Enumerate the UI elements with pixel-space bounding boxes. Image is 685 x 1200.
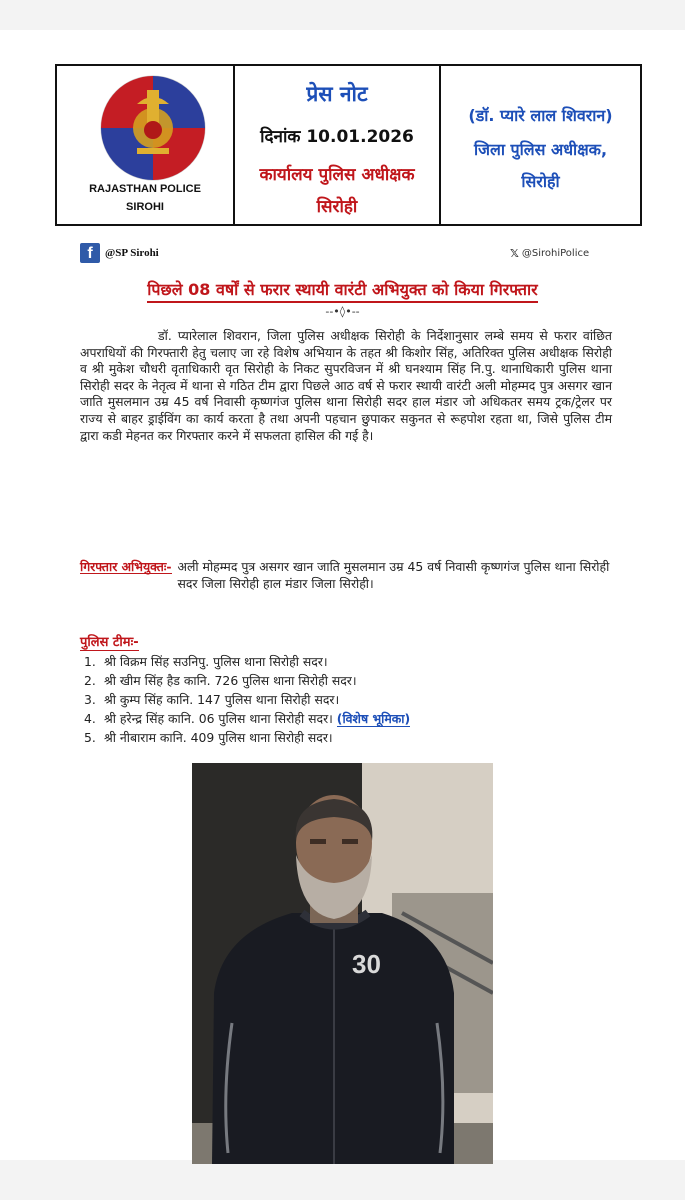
team-list [84,652,604,747]
jacket-print-icon: 30 [352,949,381,979]
press-note-page [0,30,685,1160]
list-item: 3. श्री कुम्प सिंह कानि. 147 पुलिस थाना सिरोही सदर। [84,692,340,707]
emblem-caption-district: SIROHI [126,201,164,213]
ornament-divider: --•◊•-- [325,305,360,318]
accused-text: अली मोहम्मद पुत्र असगर खान जाति मुसलमान उम्र 45 वर्ष निवासी कृष्णगंज पुलिस थाना सिरोही सदर जिला सिरोही हाल मंडार जिला सिरोही। [177,559,610,591]
list-item: 4. श्री हरेन्द्र सिंह कानि. 06 पुलिस थाना सिरोही सदर। (विशेष भूमिका) [84,711,411,726]
press-note-date: दिनांक 10.01.2026 [260,127,414,147]
x-logo-icon: 𝕏 [510,246,519,260]
facebook-handle-text: @SP Sirohi [105,247,159,259]
emblem-cell [57,66,235,224]
press-note-title: प्रेस नोट [306,82,368,106]
emblem-caption-state: RAJASTHAN POLICE [89,183,201,195]
sp-city: सिरोही [521,172,560,191]
accused-photo [192,763,493,1164]
sp-title: जिला पुलिस अधीक्षक, [473,140,608,159]
office-name: कार्यालय पुलिस अधीक्षक [259,165,415,185]
facebook-handle[interactable] [80,242,159,264]
x-handle-text: @SirohiPolice [521,247,590,259]
sp-cell [441,66,640,224]
office-city: सिरोही [316,197,358,217]
body-paragraph: डॉ. प्यारेलाल शिवरान, जिला पुलिस अधीक्षक सिरोही के निर्देशानुसार लम्बे समय से फरार वांछित अपराधियों की गिरफ्तारी हेतु चलाए जा रहे विशेष अभियान के तहत श्री किशोर सिंह, अतिरिक्त पुलिस अधीक्षक सिरोही व श्री मुकेश चौधरी वृताधिकारी वृत सिरोही के निकट सुपरविजन में श्री घनश्याम सिंह नि.पु. थानाधिकारी पुलिस थाना सिरोही सदर के नेतृत्व में थाना से गठित टीम द्वारा पिछले आठ वर्ष से फरार स्थायी वारंटी अली मोहम्मद पुत्र असगर खान जाति मुसलमान उम्र 45 वर्ष निवासी कृष्णगंज पुलिस थाना सिरोही सदर हाल मंडार जो अधिकतर समय ट्रक/ट्रेलर पर राज्य से बाहर ड्राईविंग का कार्य करता है तथा अपनी पहचान छुपाकर सकुनत से रूहपोश रहता था, जिसे पुलिस टीम द्वारा कडी मेहनत कर गिरफ्तार करने में सफलता हासिल की गई है। [80,328,612,443]
headline-text: पिछले 08 वर्षों से फरार स्थायी वारंटी अभियुक्त को किया गिरफ्तार [147,280,537,303]
x-handle[interactable] [510,242,589,264]
list-item: 5. श्री नीबाराम कानि. 409 पुलिस थाना सिरोही सदर। [84,730,333,745]
special-role-tag: (विशेष भूमिका) [336,711,411,726]
facebook-icon: f [80,243,100,263]
accused-photo-illustration [192,763,493,1164]
team-title: पुलिस टीमः- [80,632,139,651]
rajasthan-police-emblem-icon [97,70,209,182]
list-item: 2. श्री खीम सिंह हैड कानि. 726 पुलिस थाना सिरोही सदर। [84,673,357,688]
headline [0,278,685,300]
header-table [55,64,642,226]
list-item: 1. श्री विक्रम सिंह सउनिपु. पुलिस थाना सिरोही सदर। [84,654,328,669]
press-note-cell [235,66,441,224]
sp-name: (डॉ. प्यारे लाल शिवरान) [468,106,613,125]
accused-section [80,558,620,592]
accused-label: गिरफ्तार अभियुक्तः- [80,559,172,574]
